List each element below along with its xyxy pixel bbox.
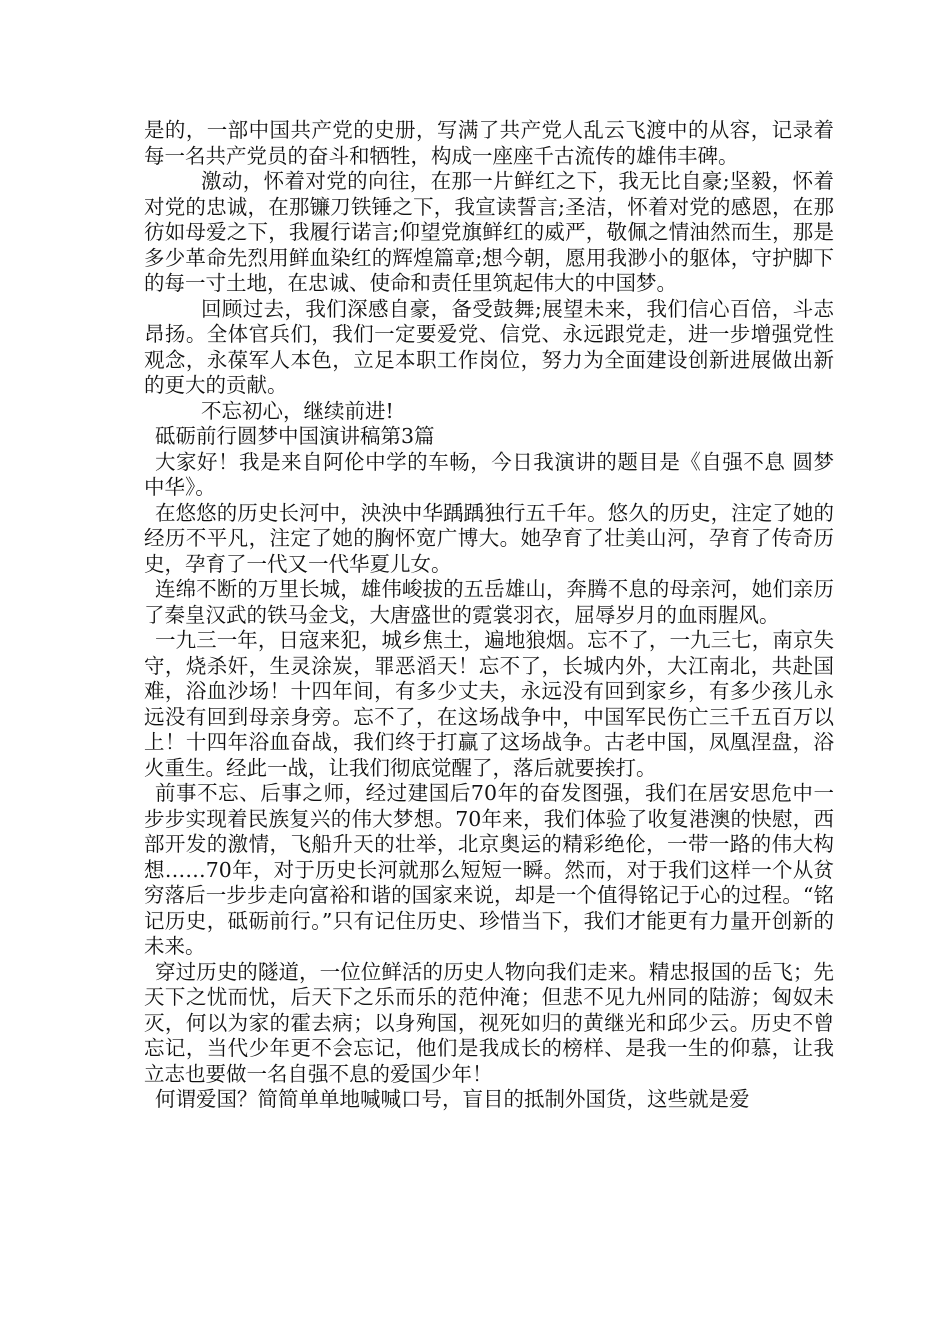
speech-paragraph-70-years: 前事不忘、后事之师，经过建国后70年的奋发图强，我们在居安思危中一步步实现着民族复兴的伟大梦想。70年来，我们体验了收复港澳的快慰，西部开发的激情，飞船升天的壮举，北京奥运的精彩绝伦，一带一路的伟大构想……70年，对于历史长河就那么短短一瞬。然而，对于我们这样一个从贫穷落后一步步走向富裕和谐的国家来说，却是一个值得铭记于心的过程。“铭记历史，砥砺前行。”只有记住历史、珍惜当下，我们才能更有力量开创新的未来。 [144,781,834,958]
paragraph-slogan: 不忘初心，继续前进! [201,398,394,423]
speech-paragraph-greeting: 大家好！我是来自阿伦中学的车畅，今日我演讲的题目是《自强不息 圆梦中华》。 [144,449,834,499]
document-page [144,118,834,1113]
paragraph-oath: 激动，怀着对党的向往，在那一片鲜红之下，我无比自豪;坚毅，怀着对党的忠诚，在那镰刀铁锤之下，我宣读誓言;圣洁，怀着对党的感恩，在那彷如母爱之下，我履行诺言;仰望党旗鲜红的威严，敬佩之情油然而生，那是多少革命先烈用鲜血染红的辉煌篇章;想今朝，愿用我渺小的躯体，守护脚下的每一寸土地，在忠诚、使命和责任里筑起伟大的中国梦。 [144,169,834,295]
speech-paragraph-patriotism: 何谓爱国？简简单单地喊喊口号，盲目的抵制外国货，这些就是爱 [155,1087,750,1111]
section-title: 砥砺前行圆梦中国演讲稿第3篇 [155,424,435,448]
speech-paragraph-war: 一九三一年，日寇来犯，城乡焦土，遍地狼烟。忘不了，一九三七，南京失守，烧杀奸，生灵涂炭，罪恶滔天！忘不了，长城内外，大江南北，共赴国难，浴血沙场！十四年间，有多少丈夫，永远没有回到家乡，有多少孩儿永远没有回到母亲身旁。忘不了，在这场战争中，中国军民伤亡三千五百万以上！十四年浴血奋战，我们终于打赢了这场战争。古老中国，凤凰涅盘，浴火重生。经此一战，让我们彻底觉醒了，落后就要挨打。 [144,628,834,780]
speech-paragraph-great-wall: 连绵不断的万里长城，雄伟峻拔的五岳雄山，奔腾不息的母亲河，她们亲历了秦皇汉武的铁马金戈，大唐盛世的霓裳羽衣，屈辱岁月的血雨腥风。 [144,577,834,627]
paragraph-party-history: 是的，一部中国共产党的史册，写满了共产党人乱云飞渡中的从容，记录着每一名共产党员的奋斗和牺牲，构成一座座千古流传的雄伟丰碑。 [144,118,834,168]
paragraph-review-future: 回顾过去，我们深感自豪，备受鼓舞;展望未来，我们信心百倍，斗志昂扬。全体官兵们，我们一定要爱党、信党、永远跟党走，进一步增强党性观念，永葆军人本色，立足本职工作岗位，努力为全面建设创新进展做出新的更大的贡献。 [144,296,834,397]
speech-paragraph-heroes: 穿过历史的隧道，一位位鲜活的历史人物向我们走来。精忠报国的岳飞；先天下之忧而忧，后天下之乐而乐的范仲淹；但悲不见九州同的陆游；匈奴未灭，何以为家的霍去病；以身殉国，视死如归的黄继光和邱少云。历史不曾忘记，当代少年更不会忘记，他们是我成长的榜样、是我一生的仰慕，让我立志也要做一名自强不息的爱国少年！ [144,959,834,1086]
speech-paragraph-history-river: 在悠悠的历史长河中，泱泱中华踽踽独行五千年。悠久的历史，注定了她的经历不平凡，注定了她的胸怀宽广博大。她孕育了壮美山河，孕育了传奇历史，孕育了一代又一代华夏儿女。 [144,500,834,576]
